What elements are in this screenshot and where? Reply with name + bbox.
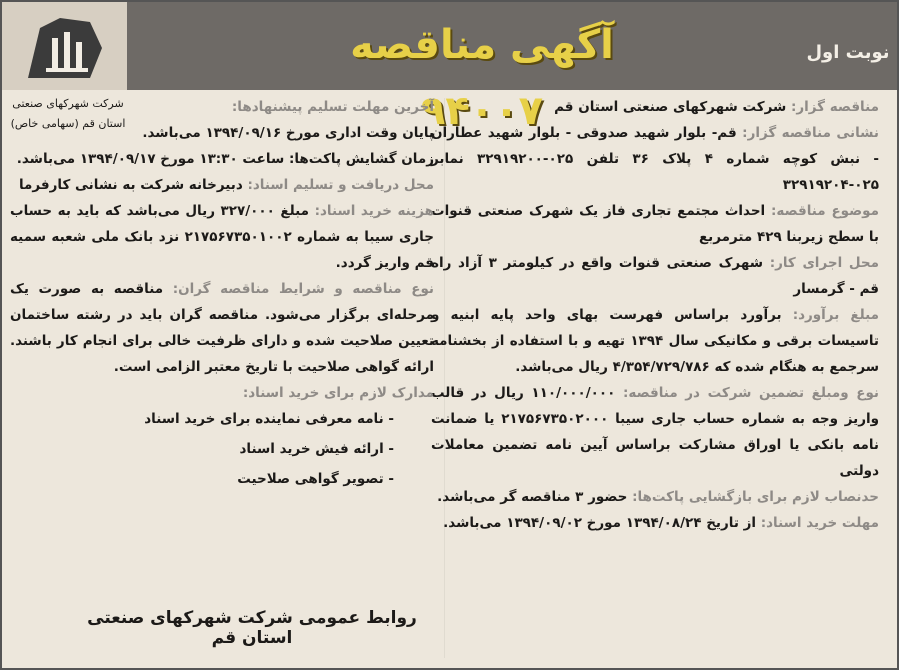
industrial-town-logo-icon [20,8,110,86]
field-required-documents: مدارک لازم برای خرید اسناد: [242,385,434,401]
field-estimated-amount: مبلغ برآورد: برآورد براساس فهرست بهای واحد پایه ابنیه و تاسیسات برقی و مکانیکی سال ۱۳۹۴ تهیه و با استفاده از بخشنامه سرجمع به هنگام شده که ۴/۳۵۴/۷۲۹/۷۸۶ ریال می‌باشد. [431,307,880,375]
public-relations-signature: روابط عمومی شرکت شهرکهای صنعتی استان قم [87,608,417,648]
list-item: - نامه معرفی نماینده برای خرید اسناد [144,411,394,427]
field-submission-deadline-label: آخرین مهلت تسلیم پیشنهادها: [231,99,434,115]
field-opening-time: زمان گشایش پاکت‌ها: ساعت ۱۳:۳۰ مورخ ۱۳۹۴/۰۹/۱۷ می‌باشد. [16,151,434,167]
field-tender-subject: موضوع مناقصه: احداث مجتمع تجاری فاز یک شهرک صنعتی قنوات با سطح زیربنا ۴۲۹ مترمربع [431,203,880,245]
field-tender-type: نوع مناقصه و شرایط مناقصه گران: مناقصه به صورت یک مرحله‌ای برگزار می‌شود. مناقصه گران باید در رشته ساختمان تعیین صلاحیت شده و دارای ظرفیت خالی برای انجام کار باشند. ارائه گواهی صلاحیت با تاریخ معتبر الزامی است. [10,281,435,375]
notice-title: آگهی مناقصه ۹۴۰۰۷ [350,22,614,134]
field-documents-cost: هزینه خرید اسناد: مبلغ ۳۲۷/۰۰۰ ریال می‌باشد که باید به حساب جاری سیبا به شماره ۲۱۷۵۶۷۳۵۰۱۰۰۲ نزد بانک ملی شعبه سمیه قم واریز گردد. [10,203,434,271]
logo-area [2,2,127,90]
field-guarantee: نوع ومبلغ تضمین شرکت در مناقصه: ۱۱۰/۰۰۰/۰۰۰ ریال در قالب واریز وجه به شماره حساب جاری سیبا ۲۱۷۵۶۷۳۵۰۲۰۰۰ یا ضمانت نامه بانکی یا اوراق مشارکت براساس آیین نامه تضمین معاملات دولتی [431,385,879,479]
field-submission-deadline: پایان وقت اداری مورخ ۱۳۹۴/۰۹/۱۶ می‌باشد. [142,125,434,141]
field-organizer-address: نشانی مناقصه گزار: قم- بلوار شهید صدوقی - بلوار شهید عطاران - نبش کوچه شماره ۴ پلاک ۳۶ تلفن ۰۲۵-۳۲۹۱۹۲۰۰ نمابر ۰۲۵-۳۲۹۱۹۲۰۴ [431,125,879,193]
right-column [431,94,879,536]
company-line-2: استان قم (سهامی خاص) [10,117,126,130]
company-line-1: شرکت شهرکهای صنعتی [12,97,124,110]
left-column [10,146,434,496]
publication-turn: نوبت اول [806,42,890,63]
field-work-location: محل اجرای کار: شهرک صنعتی قنوات واقع در کیلومتر ۳ آزاد راه قم - گرمسار [431,255,879,297]
field-purchase-deadline: مهلت خرید اسناد: از تاریخ ۱۳۹۴/۰۸/۲۴ مورخ ۱۳۹۴/۰۹/۰۲ می‌باشد. [443,515,879,531]
list-item: - تصویر گواهی صلاحیت [237,471,394,487]
company-label [8,94,128,134]
field-documents-place: محل دریافت و تسلیم اسناد: دبیرخانه شرکت به نشانی کارفرما [18,177,434,193]
left-column-top [132,94,434,146]
field-tender-organizer: مناقصه گزار: شرکت شهرکهای صنعتی استان قم [554,99,879,115]
field-opening-quorum: حدنصاب لازم برای بازگشایی پاکت‌ها: حضور ۳ مناقصه گر می‌باشد. [437,489,879,505]
list-item: - ارائه فیش خرید اسناد [239,441,394,457]
